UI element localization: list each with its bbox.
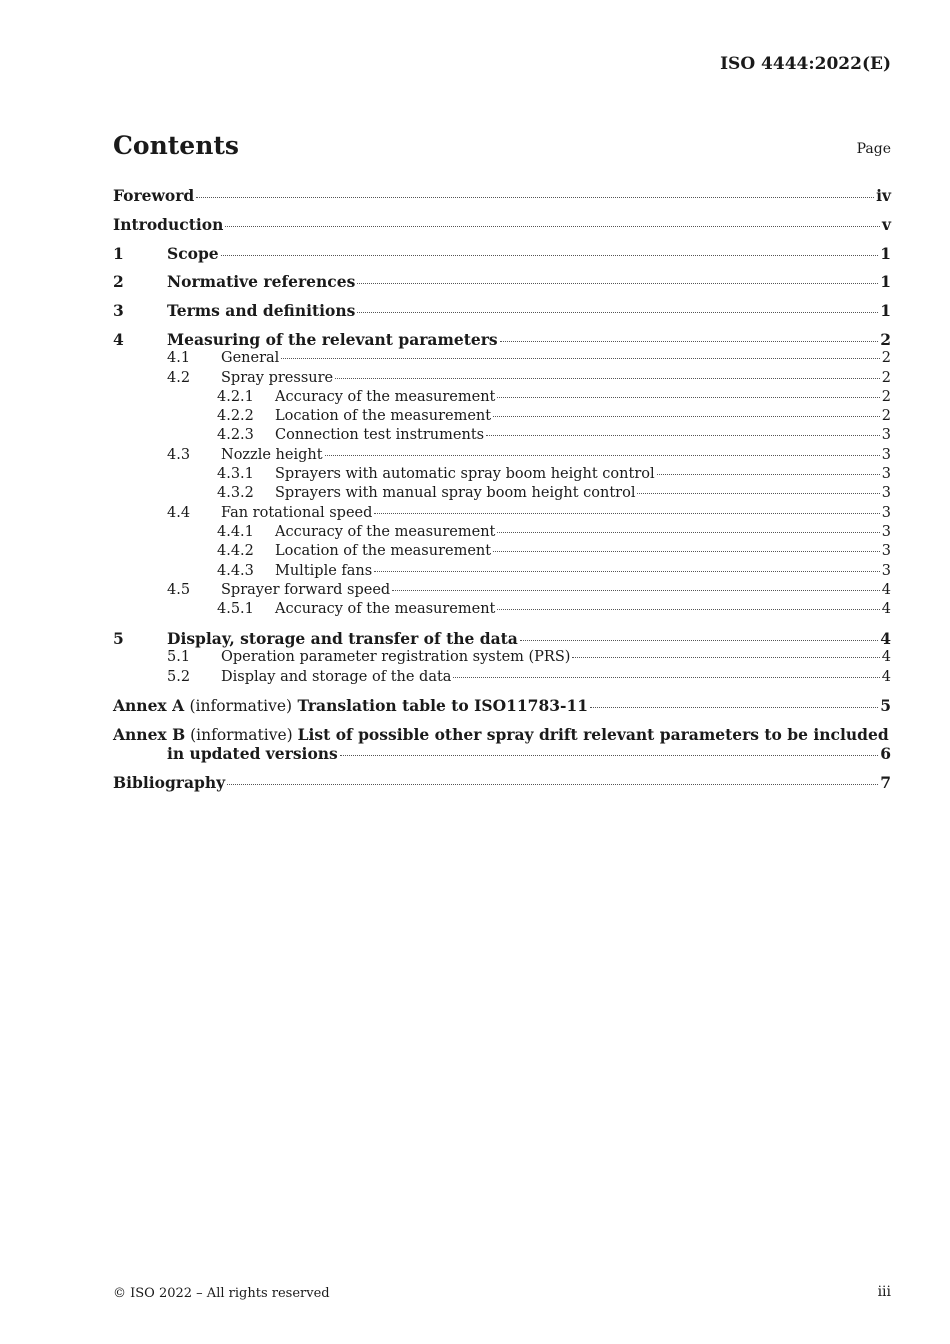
toc-entry-4-3-1[interactable] bbox=[113, 465, 891, 484]
toc-title: General bbox=[221, 350, 280, 367]
toc-entry-4-2-3[interactable] bbox=[113, 426, 891, 445]
toc-page: 6 bbox=[880, 744, 891, 764]
toc-title: Normative references bbox=[167, 272, 356, 292]
toc-page: 3 bbox=[881, 504, 891, 521]
toc-page: 4 bbox=[881, 649, 891, 666]
annex-title-continued: in updated versions bbox=[167, 744, 338, 764]
toc-number: 4.2 bbox=[167, 369, 191, 386]
toc-title: Sprayers with automatic spray boom height control bbox=[275, 466, 655, 483]
dot-leader bbox=[374, 513, 879, 514]
toc-title: Location of the measurement bbox=[275, 408, 492, 425]
annex-title: Translation table to ISO11783-11 bbox=[297, 696, 589, 716]
annex-label: Annex A bbox=[113, 696, 185, 716]
toc-title: Accuracy of the measurement bbox=[275, 601, 496, 618]
dot-leader bbox=[221, 255, 879, 256]
annex-info: (informative) bbox=[189, 697, 293, 716]
toc-title: Spray pressure bbox=[221, 369, 334, 386]
dot-leader bbox=[357, 283, 878, 284]
toc-page: 3 bbox=[881, 446, 891, 463]
toc-title: Sprayer forward speed bbox=[221, 581, 391, 598]
toc-title: Accuracy of the measurement bbox=[275, 388, 496, 405]
toc-page: 2 bbox=[881, 388, 891, 405]
annex-title: List of possible other spray drift relevant parameters to be included bbox=[297, 725, 889, 745]
toc-page: 1 bbox=[880, 243, 891, 263]
toc-page: 2 bbox=[881, 369, 891, 386]
toc-entry-bibliography[interactable] bbox=[113, 773, 891, 792]
toc-entry-4-2[interactable] bbox=[113, 369, 891, 388]
toc-page: 4 bbox=[880, 628, 891, 648]
document-id: ISO 4444:2022(E) bbox=[720, 54, 891, 74]
dot-leader bbox=[497, 397, 879, 398]
toc-number: 4.2.1 bbox=[217, 388, 254, 405]
toc-page: 1 bbox=[880, 301, 891, 321]
toc-title: Measuring of the relevant parameters bbox=[167, 329, 498, 349]
toc-title: Bibliography bbox=[113, 773, 226, 793]
toc-page: 7 bbox=[880, 773, 891, 793]
annex-label: Annex B bbox=[113, 725, 186, 745]
dot-leader bbox=[227, 784, 878, 785]
toc-title: Display, storage and transfer of the data bbox=[167, 628, 518, 648]
contents-title: Contents bbox=[113, 131, 240, 160]
toc-title: Fan rotational speed bbox=[221, 504, 373, 521]
toc-number: 4.3.2 bbox=[217, 485, 254, 502]
toc-entry-4-3[interactable] bbox=[113, 446, 891, 465]
toc-number: 5.1 bbox=[167, 649, 191, 666]
toc-entry-5-1[interactable] bbox=[113, 648, 891, 667]
toc-number: 4.2.3 bbox=[217, 427, 254, 444]
page-column-label: Page bbox=[856, 141, 891, 157]
dot-leader bbox=[520, 640, 878, 641]
dot-leader bbox=[392, 590, 880, 591]
toc-page: 3 bbox=[881, 466, 891, 483]
toc-entry-4-2-1[interactable] bbox=[113, 388, 891, 407]
toc-page: v bbox=[881, 214, 891, 234]
toc-page: 2 bbox=[881, 350, 891, 367]
dot-leader bbox=[497, 532, 879, 533]
toc-title: Foreword bbox=[113, 186, 195, 205]
dot-leader bbox=[486, 435, 880, 436]
toc-page: 4 bbox=[881, 581, 891, 598]
toc-page: 2 bbox=[881, 408, 891, 425]
toc-page: 3 bbox=[881, 543, 891, 560]
annex-info: (informative) bbox=[190, 726, 293, 745]
dot-leader bbox=[500, 341, 879, 342]
toc-page: 3 bbox=[881, 523, 891, 540]
toc-number: 4 bbox=[113, 329, 124, 349]
toc-page: 4 bbox=[881, 668, 891, 685]
toc-title: Display and storage of the data bbox=[221, 668, 452, 685]
toc-number: 4.4.2 bbox=[217, 543, 254, 560]
footer-copyright: © ISO 2022 – All rights reserved bbox=[113, 1286, 330, 1301]
dot-leader bbox=[453, 677, 879, 678]
toc-number: 4.3.1 bbox=[217, 466, 254, 483]
toc-page: 3 bbox=[881, 427, 891, 444]
toc-page: 2 bbox=[880, 329, 891, 349]
toc-number: 4.4.1 bbox=[217, 523, 254, 540]
dot-leader bbox=[637, 493, 879, 494]
toc-page: 1 bbox=[880, 272, 891, 292]
dot-leader bbox=[325, 455, 880, 456]
toc-title: Terms and definitions bbox=[167, 301, 356, 321]
toc-number: 4.5.1 bbox=[217, 601, 254, 618]
toc-title: Scope bbox=[167, 243, 219, 263]
dot-leader bbox=[196, 197, 874, 198]
dot-leader bbox=[493, 551, 880, 552]
toc-title: Multiple fans bbox=[275, 562, 373, 579]
toc-page: 3 bbox=[881, 562, 891, 579]
dot-leader bbox=[225, 226, 880, 227]
toc-page: iv bbox=[876, 186, 891, 205]
dot-leader bbox=[493, 416, 880, 417]
toc-page: 5 bbox=[880, 696, 891, 716]
toc-entry-4-4-3[interactable] bbox=[113, 562, 891, 581]
annex-b-line-2 bbox=[113, 744, 891, 763]
toc-title: Sprayers with manual spray boom height control bbox=[275, 485, 636, 502]
toc-entry-4-4-1[interactable] bbox=[113, 523, 891, 542]
toc-entry-foreword[interactable] bbox=[113, 186, 891, 205]
dot-leader bbox=[572, 657, 879, 658]
toc-entry-introduction[interactable] bbox=[113, 215, 891, 234]
toc-entry-4-4[interactable] bbox=[113, 504, 891, 523]
dot-leader bbox=[340, 755, 878, 756]
toc-entry-annex-b[interactable] bbox=[113, 725, 891, 764]
toc-entry-4-5[interactable] bbox=[113, 581, 891, 600]
dot-leader bbox=[357, 312, 878, 313]
toc-entry-measuring[interactable] bbox=[113, 330, 891, 349]
toc-entry-4-4-2[interactable] bbox=[113, 542, 891, 561]
toc-title: Location of the measurement bbox=[275, 543, 492, 560]
table-of-contents bbox=[113, 186, 891, 793]
toc-title bbox=[113, 696, 588, 716]
dot-leader bbox=[657, 474, 880, 475]
toc-entry-4-2-2[interactable] bbox=[113, 407, 891, 426]
dot-leader bbox=[497, 609, 879, 610]
dot-leader bbox=[374, 571, 880, 572]
toc-entry-annex-a[interactable] bbox=[113, 696, 891, 715]
toc-number: 4.3 bbox=[167, 446, 191, 463]
toc-number: 2 bbox=[113, 272, 124, 292]
toc-number: 1 bbox=[113, 243, 124, 263]
toc-number: 4.5 bbox=[167, 581, 191, 598]
toc-title: Introduction bbox=[113, 214, 224, 234]
toc-page: 3 bbox=[881, 485, 891, 502]
toc-entry-4-5-1[interactable] bbox=[113, 600, 891, 619]
toc-number: 5.2 bbox=[167, 668, 191, 685]
dot-leader bbox=[590, 707, 878, 708]
toc-number: 5 bbox=[113, 628, 124, 648]
toc-number: 4.2.2 bbox=[217, 408, 254, 425]
toc-title: Connection test instruments bbox=[275, 427, 485, 444]
toc-title: Operation parameter registration system (PRS) bbox=[221, 649, 571, 666]
toc-page: 4 bbox=[881, 601, 891, 618]
toc-entry-4-1[interactable] bbox=[113, 349, 891, 368]
toc-title: Accuracy of the measurement bbox=[275, 523, 496, 540]
toc-number: 4.4 bbox=[167, 504, 191, 521]
annex-b-line-1 bbox=[113, 725, 891, 744]
toc-entry-5-2[interactable] bbox=[113, 668, 891, 687]
toc-number: 3 bbox=[113, 301, 124, 321]
toc-title: Nozzle height bbox=[221, 446, 323, 463]
toc-entry-normative-references[interactable] bbox=[113, 272, 891, 291]
toc-entry-4-3-2[interactable] bbox=[113, 484, 891, 503]
toc-entry-display-storage[interactable] bbox=[113, 629, 891, 648]
footer-page-number: iii bbox=[877, 1284, 891, 1300]
dot-leader bbox=[335, 378, 880, 379]
dot-leader bbox=[281, 358, 879, 359]
toc-number: 4.4.3 bbox=[217, 562, 254, 579]
toc-number: 4.1 bbox=[167, 350, 191, 367]
toc-entry-scope[interactable] bbox=[113, 244, 891, 263]
toc-entry-terms-and-definitions[interactable] bbox=[113, 301, 891, 320]
